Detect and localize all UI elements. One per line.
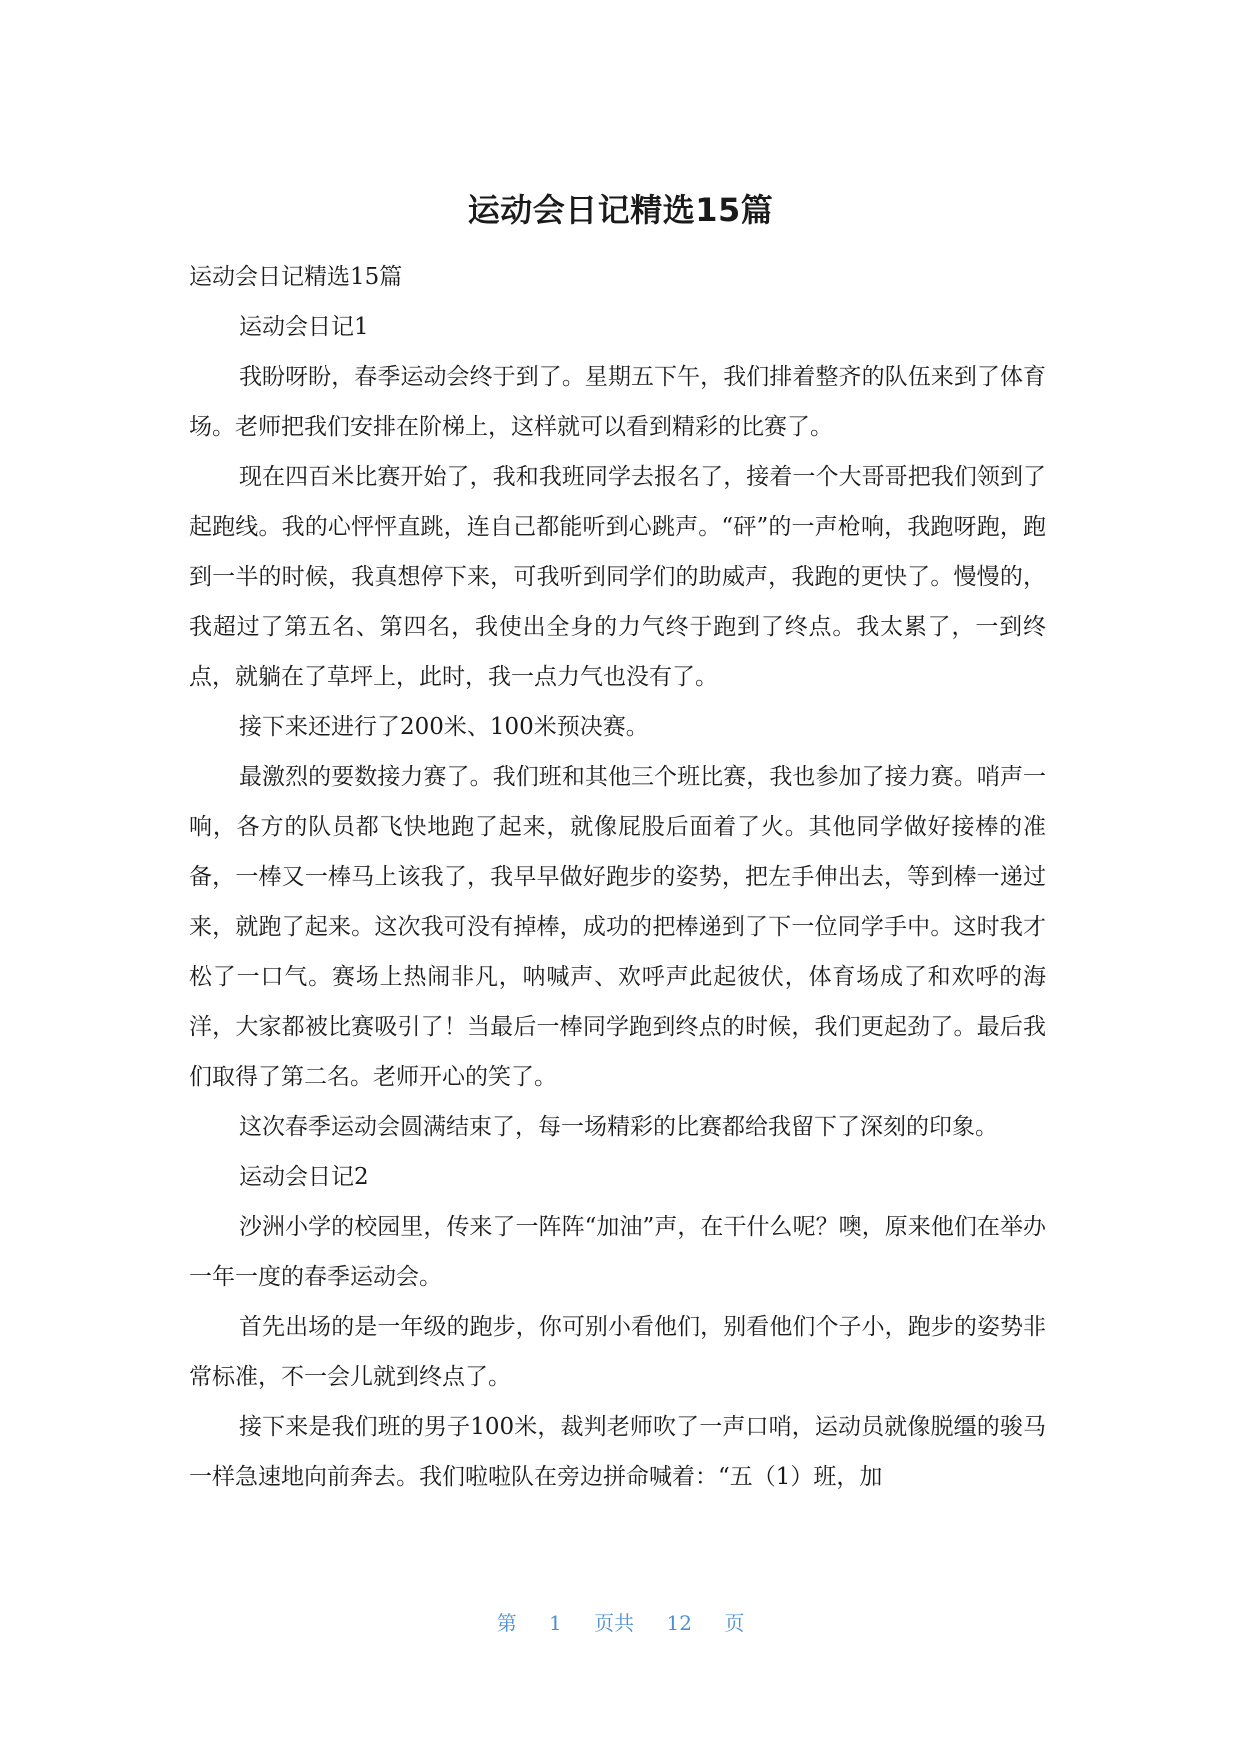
current-page-number: 1: [549, 1611, 562, 1635]
document-title: 运动会日记精选15篇: [467, 191, 774, 229]
paragraph: 我盼呀盼，春季运动会终于到了。星期五下午，我们排着整齐的队伍来到了体育场。老师把我们安排在阶梯上，这样就可以看到精彩的比赛了。: [189, 364, 1046, 440]
paragraph: 首先出场的是一年级的跑步，你可别小看他们，别看他们个子小，跑步的姿势非常标准，不一会儿就到终点了。: [189, 1314, 1046, 1390]
footer-prefix: 第: [496, 1611, 517, 1635]
document-body: [189, 252, 1046, 1502]
paragraph: 接下来还进行了200米、100米预决赛。: [239, 714, 649, 740]
paragraph: 现在四百米比赛开始了，我和我班同学去报名了，接着一个大哥哥把我们领到了起跑线。我的心怦怦直跳，连自己都能听到心跳声。“砰”的一声枪响，我跑呀跑，跑到一半的时候，我真想停下来，可我听到同学们的助威声，我跑的更快了。慢慢的，我超过了第五名、第四名，我使出全身的力气终于跑到了终点。我太累了，一到终点，就躺在了草坪上，此时，我一点力气也没有了。: [189, 464, 1046, 690]
footer-middle: 页共: [594, 1611, 635, 1635]
footer-suffix: 页: [724, 1611, 745, 1635]
subtitle-line: 运动会日记精选15篇: [189, 264, 403, 290]
section-heading: 运动会日记2: [239, 1164, 369, 1190]
page-footer: [0, 1608, 1241, 1638]
section-heading: 运动会日记1: [239, 314, 369, 340]
total-page-count: 12: [666, 1611, 692, 1635]
paragraph: 接下来是我们班的男子100米，裁判老师吹了一声口哨，运动员就像脱缰的骏马一样急速地向前奔去。我们啦啦队在旁边拼命喊着：“五（1）班，加: [189, 1414, 1046, 1490]
paragraph: 这次春季运动会圆满结束了，每一场精彩的比赛都给我留下了深刻的印象。: [239, 1114, 998, 1140]
paragraph: 最激烈的要数接力赛了。我们班和其他三个班比赛，我也参加了接力赛。哨声一响，各方的队员都飞快地跑了起来，就像屁股后面着了火。其他同学做好接棒的准备，一棒又一棒马上该我了，我早早做好跑步的姿势，把左手伸出去，等到棒一递过来，就跑了起来。这次我可没有掉棒，成功的把棒递到了下一位同学手中。这时我才松了一口气。赛场上热闹非凡，呐喊声、欢呼声此起彼伏，体育场成了和欢呼的海洋，大家都被比赛吸引了！当最后一棒同学跑到终点的时候，我们更起劲了。最后我们取得了第二名。老师开心的笑了。: [189, 764, 1046, 1090]
paragraph: 沙洲小学的校园里，传来了一阵阵“加油”声，在干什么呢？噢，原来他们在举办一年一度的春季运动会。: [189, 1214, 1046, 1290]
